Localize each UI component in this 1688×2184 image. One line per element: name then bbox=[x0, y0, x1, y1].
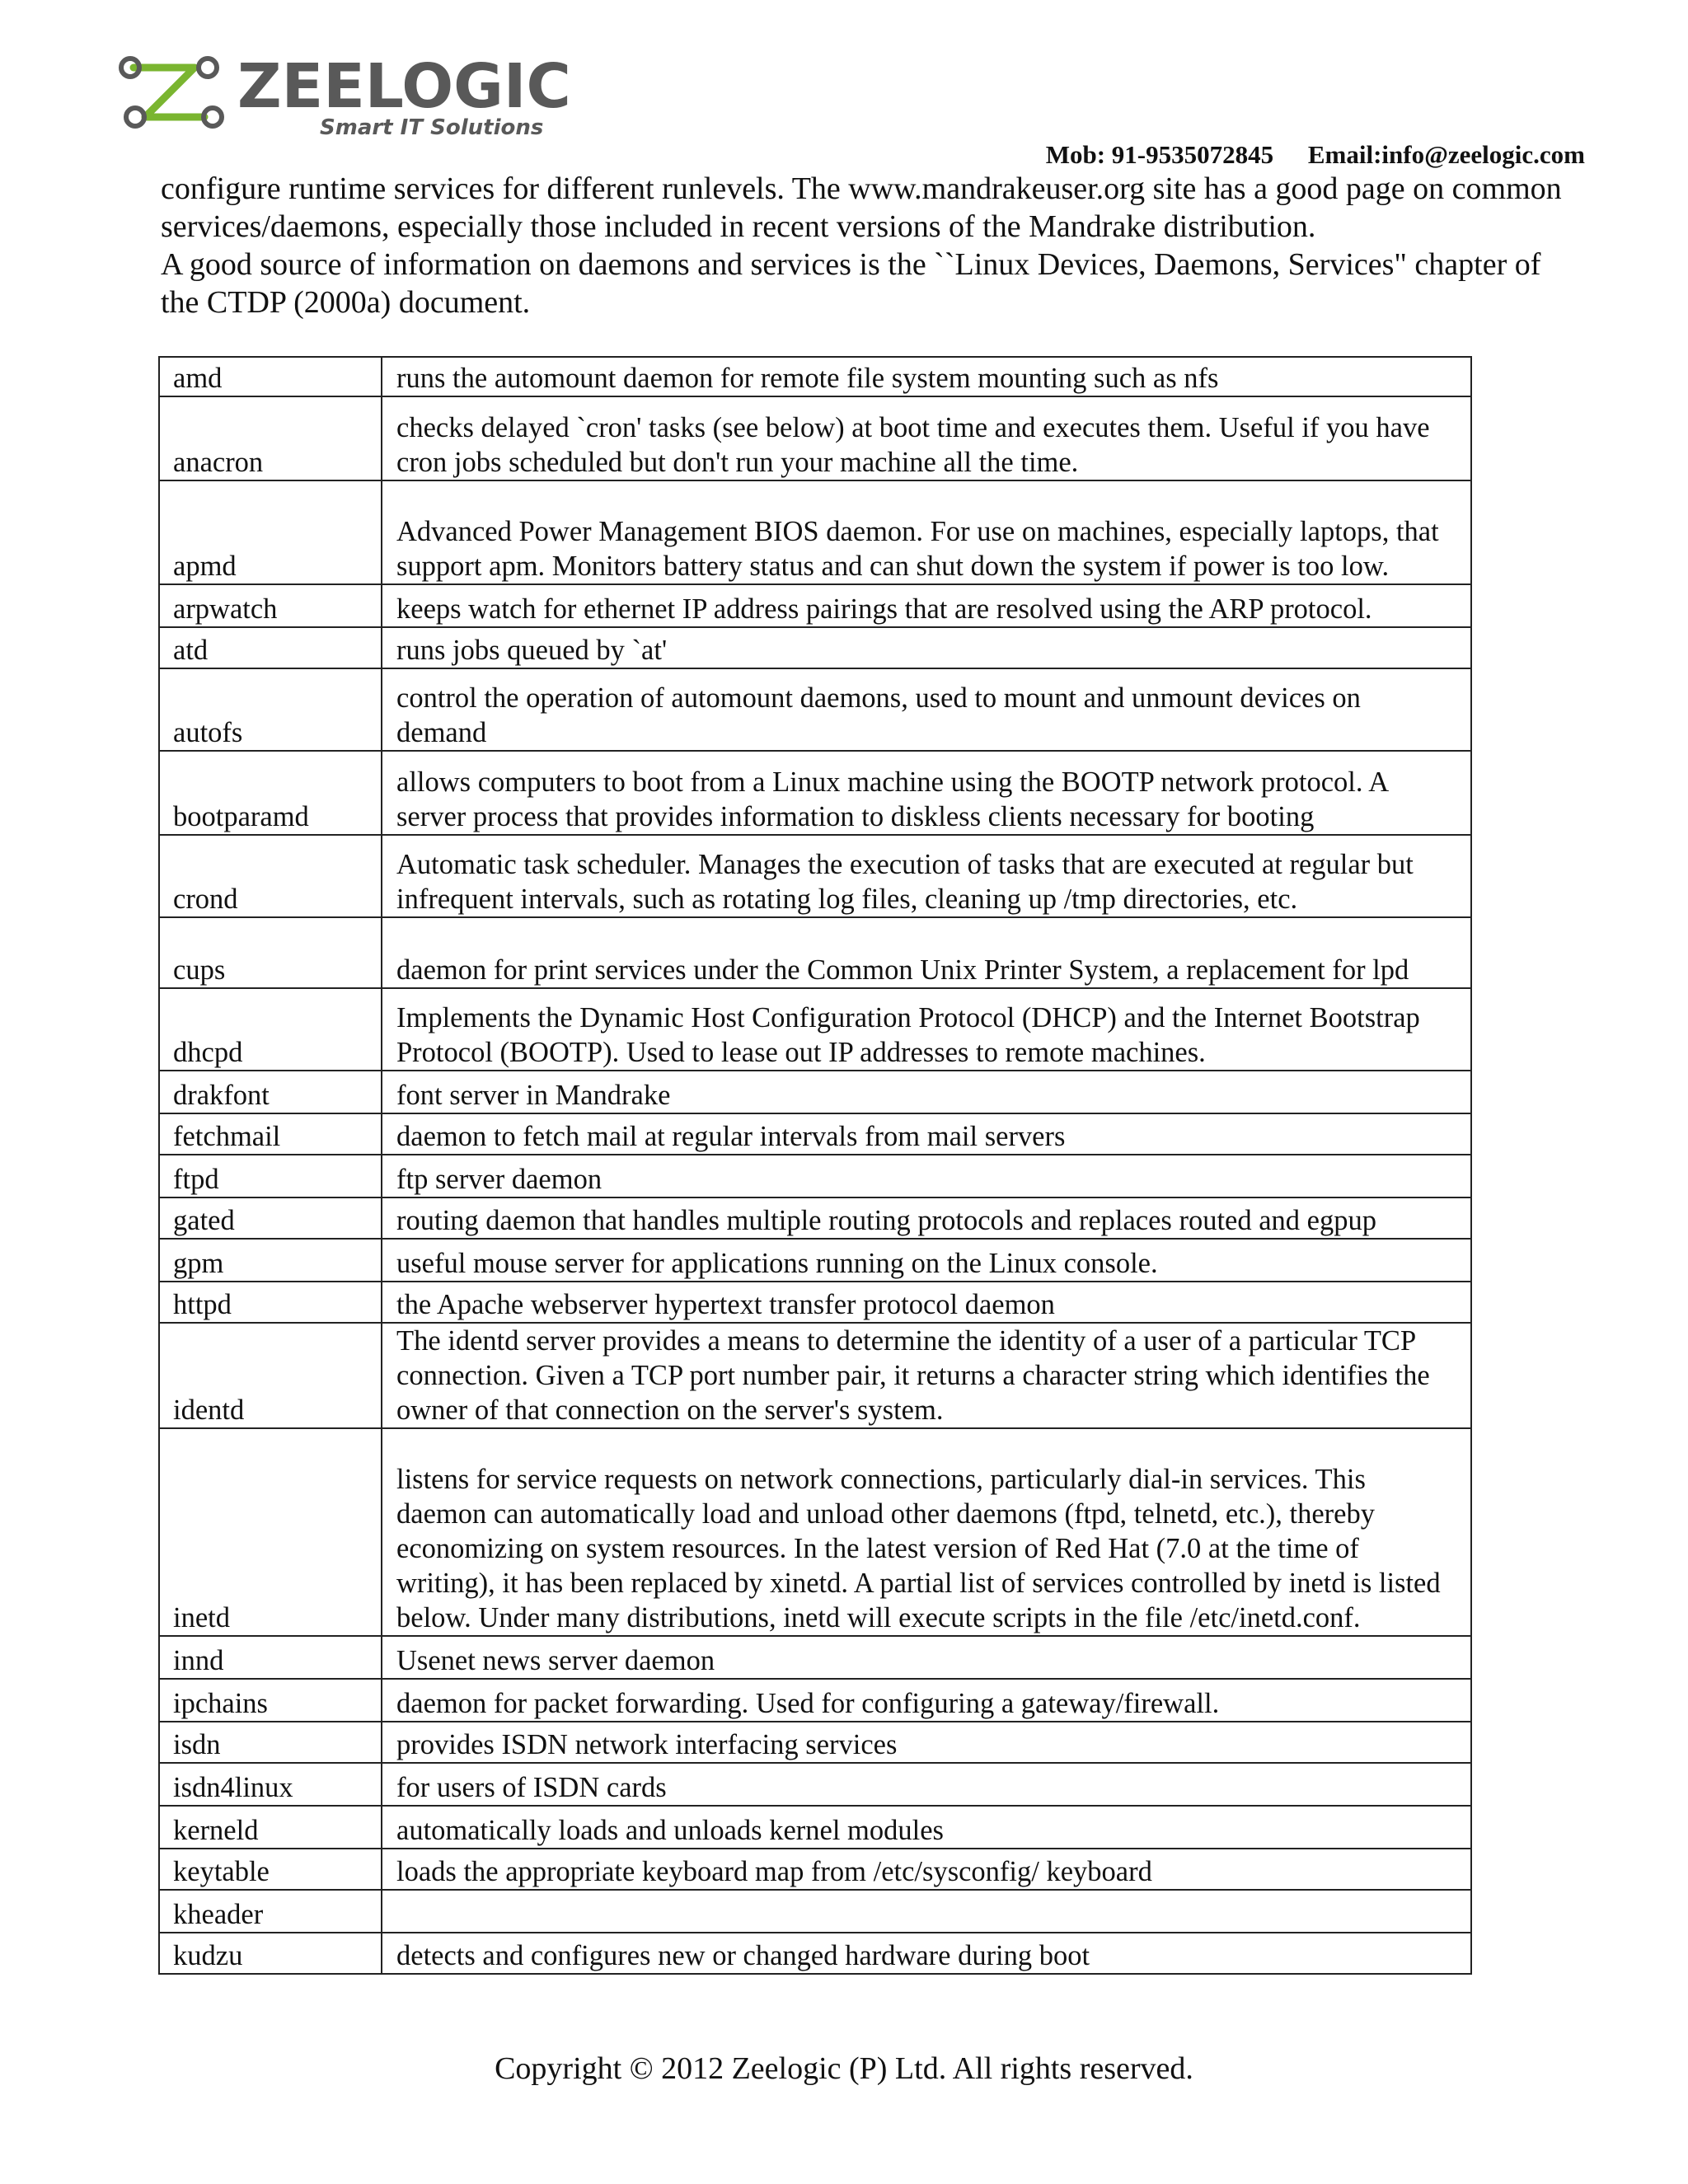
daemon-description-cell: keeps watch for ethernet IP address pairings that are resolved using the ARP protocol. bbox=[382, 584, 1471, 627]
daemon-description-cell: Usenet news server daemon bbox=[382, 1636, 1471, 1679]
daemon-description-cell: listens for service requests on network connections, particularly dial-in services. This daemon can automatically load and unload other daemons (ftpd, telnetd, etc.), thereby economizing on system resources. In the latest version of Red Hat (7.0 at the time of writing), it has been replaced by xinetd. A partial list of services controlled by inetd is listed below. Under many distributions, inetd will execute scripts in the file /etc/inetd.conf. bbox=[382, 1428, 1471, 1636]
daemon-description-cell: detects and configures new or changed hardware during boot bbox=[382, 1933, 1471, 1974]
daemon-description-cell: font server in Mandrake bbox=[382, 1071, 1471, 1113]
table-row bbox=[159, 396, 1471, 480]
daemon-description-cell: loads the appropriate keyboard map from /etc/sysconfig/ keyboard bbox=[382, 1849, 1471, 1890]
daemon-name-cell: dhcpd bbox=[159, 988, 382, 1071]
table-row bbox=[159, 1722, 1471, 1763]
table-row bbox=[159, 1155, 1471, 1197]
table-row bbox=[159, 584, 1471, 627]
daemon-name-cell: bootparamd bbox=[159, 751, 382, 835]
table-row bbox=[159, 1323, 1471, 1428]
daemon-description-cell: for users of ISDN cards bbox=[382, 1763, 1471, 1806]
intro-paragraph-1: configure runtime services for different runlevels. The www.mandrakeuser.org site has a good page on common services/daemons, especially those included in recent versions of the Mandrake distribution. bbox=[161, 171, 1562, 244]
table-row bbox=[159, 1933, 1471, 1974]
daemon-description-cell: Automatic task scheduler. Manages the execution of tasks that are executed at regular but infrequent intervals, such as rotating log files, cleaning up /tmp directories, etc. bbox=[382, 835, 1471, 917]
daemon-name-cell: kudzu bbox=[159, 1933, 382, 1974]
daemon-name-cell: ipchains bbox=[159, 1679, 382, 1722]
contact-info bbox=[1046, 140, 1585, 170]
daemon-name-cell: httpd bbox=[159, 1282, 382, 1323]
table-row bbox=[159, 835, 1471, 917]
table-row bbox=[159, 1679, 1471, 1722]
daemon-description-cell: checks delayed `cron' tasks (see below) at boot time and executes them. Useful if you have cron jobs scheduled but don't run your machine all the time. bbox=[382, 396, 1471, 480]
daemons-table bbox=[158, 356, 1472, 1975]
table-row bbox=[159, 480, 1471, 584]
daemon-description-cell: allows computers to boot from a Linux machine using the BOOTP network protocol. A server process that provides information to diskless clients necessary for booting bbox=[382, 751, 1471, 835]
daemon-description-cell: Advanced Power Management BIOS daemon. For use on machines, especially laptops, that support apm. Monitors battery status and can shut down the system if power is too low. bbox=[382, 480, 1471, 584]
daemon-name-cell: arpwatch bbox=[159, 584, 382, 627]
daemon-description-cell: provides ISDN network interfacing services bbox=[382, 1722, 1471, 1763]
daemon-description-cell: useful mouse server for applications running on the Linux console. bbox=[382, 1239, 1471, 1282]
copyright-footer: Copyright © 2012 Zeelogic (P) Ltd. All rights reserved. bbox=[495, 2051, 1193, 2086]
daemon-description-cell: The identd server provides a means to determine the identity of a user of a particular TCP connection. Given a TCP port number pair, it returns a character string which identifies the owner of that connection on the server's system. bbox=[382, 1323, 1471, 1428]
daemon-name-cell: isdn bbox=[159, 1722, 382, 1763]
daemon-name-cell: autofs bbox=[159, 668, 382, 751]
daemon-name-cell: apmd bbox=[159, 480, 382, 584]
table-row bbox=[159, 357, 1471, 396]
daemon-name-cell: crond bbox=[159, 835, 382, 917]
daemon-description-cell: Implements the Dynamic Host Configuration Protocol (DHCP) and the Internet Bootstrap Protocol (BOOTP). Used to lease out IP addresses to remote machines. bbox=[382, 988, 1471, 1071]
daemon-description-cell: automatically loads and unloads kernel modules bbox=[382, 1806, 1471, 1849]
daemon-name-cell: anacron bbox=[159, 396, 382, 480]
daemon-name-cell: drakfont bbox=[159, 1071, 382, 1113]
daemon-name-cell: isdn4linux bbox=[159, 1763, 382, 1806]
daemon-name-cell: inetd bbox=[159, 1428, 382, 1636]
daemon-name-cell: ftpd bbox=[159, 1155, 382, 1197]
daemon-name-cell: gated bbox=[159, 1197, 382, 1239]
table-row bbox=[159, 1239, 1471, 1282]
table-row bbox=[159, 1849, 1471, 1890]
table-row bbox=[159, 1806, 1471, 1849]
daemon-name-cell: gpm bbox=[159, 1239, 382, 1282]
daemon-name-cell: innd bbox=[159, 1636, 382, 1679]
daemon-description-cell: runs the automount daemon for remote file system mounting such as nfs bbox=[382, 357, 1471, 396]
daemon-name-cell: kheader bbox=[159, 1890, 382, 1933]
daemon-name-cell: atd bbox=[159, 627, 382, 668]
daemon-description-cell: runs jobs queued by `at' bbox=[382, 627, 1471, 668]
table-row bbox=[159, 1071, 1471, 1113]
daemon-description-cell bbox=[382, 1890, 1471, 1933]
daemon-description-cell: routing daemon that handles multiple routing protocols and replaces routed and egpup bbox=[382, 1197, 1471, 1239]
daemon-description-cell: ftp server daemon bbox=[382, 1155, 1471, 1197]
table-row bbox=[159, 1113, 1471, 1155]
zeelogic-logo-icon bbox=[112, 49, 607, 142]
table-row bbox=[159, 1890, 1471, 1933]
daemon-name-cell: kerneld bbox=[159, 1806, 382, 1849]
table-row bbox=[159, 1763, 1471, 1806]
daemon-name-cell: amd bbox=[159, 357, 382, 396]
daemon-description-cell: control the operation of automount daemons, used to mount and unmount devices on demand bbox=[382, 668, 1471, 751]
table-row bbox=[159, 1197, 1471, 1239]
table-row bbox=[159, 751, 1471, 835]
table-row bbox=[159, 668, 1471, 751]
mobile-number: Mob: 91-9535072845 bbox=[1045, 140, 1274, 169]
table-row bbox=[159, 917, 1471, 988]
daemon-description-cell: daemon for print services under the Common Unix Printer System, a replacement for lpd bbox=[382, 917, 1471, 988]
daemon-description-cell: daemon for packet forwarding. Used for configuring a gateway/firewall. bbox=[382, 1679, 1471, 1722]
daemon-name-cell: fetchmail bbox=[159, 1113, 382, 1155]
logo-wordmark: ZEELOGIC bbox=[237, 51, 571, 122]
table-row bbox=[159, 988, 1471, 1071]
logo-tagline: Smart IT Solutions bbox=[320, 115, 544, 140]
table-row bbox=[159, 627, 1471, 668]
daemon-description-cell: the Apache webserver hypertext transfer protocol daemon bbox=[382, 1282, 1471, 1323]
daemons-table-body bbox=[159, 357, 1471, 1974]
table-row bbox=[159, 1636, 1471, 1679]
daemon-name-cell: cups bbox=[159, 917, 382, 988]
table-row bbox=[159, 1282, 1471, 1323]
email-address: Email:info@zeelogic.com bbox=[1307, 140, 1585, 169]
table-row bbox=[159, 1428, 1471, 1636]
daemon-name-cell: keytable bbox=[159, 1849, 382, 1890]
daemon-description-cell: daemon to fetch mail at regular intervals from mail servers bbox=[382, 1113, 1471, 1155]
company-logo bbox=[112, 49, 607, 142]
intro-paragraph-2: A good source of information on daemons and services is the ``Linux Devices, Daemons, Services" chapter of the CTDP (2000a) document. bbox=[161, 247, 1541, 320]
daemon-name-cell: identd bbox=[159, 1323, 382, 1428]
intro-text bbox=[161, 170, 1578, 321]
